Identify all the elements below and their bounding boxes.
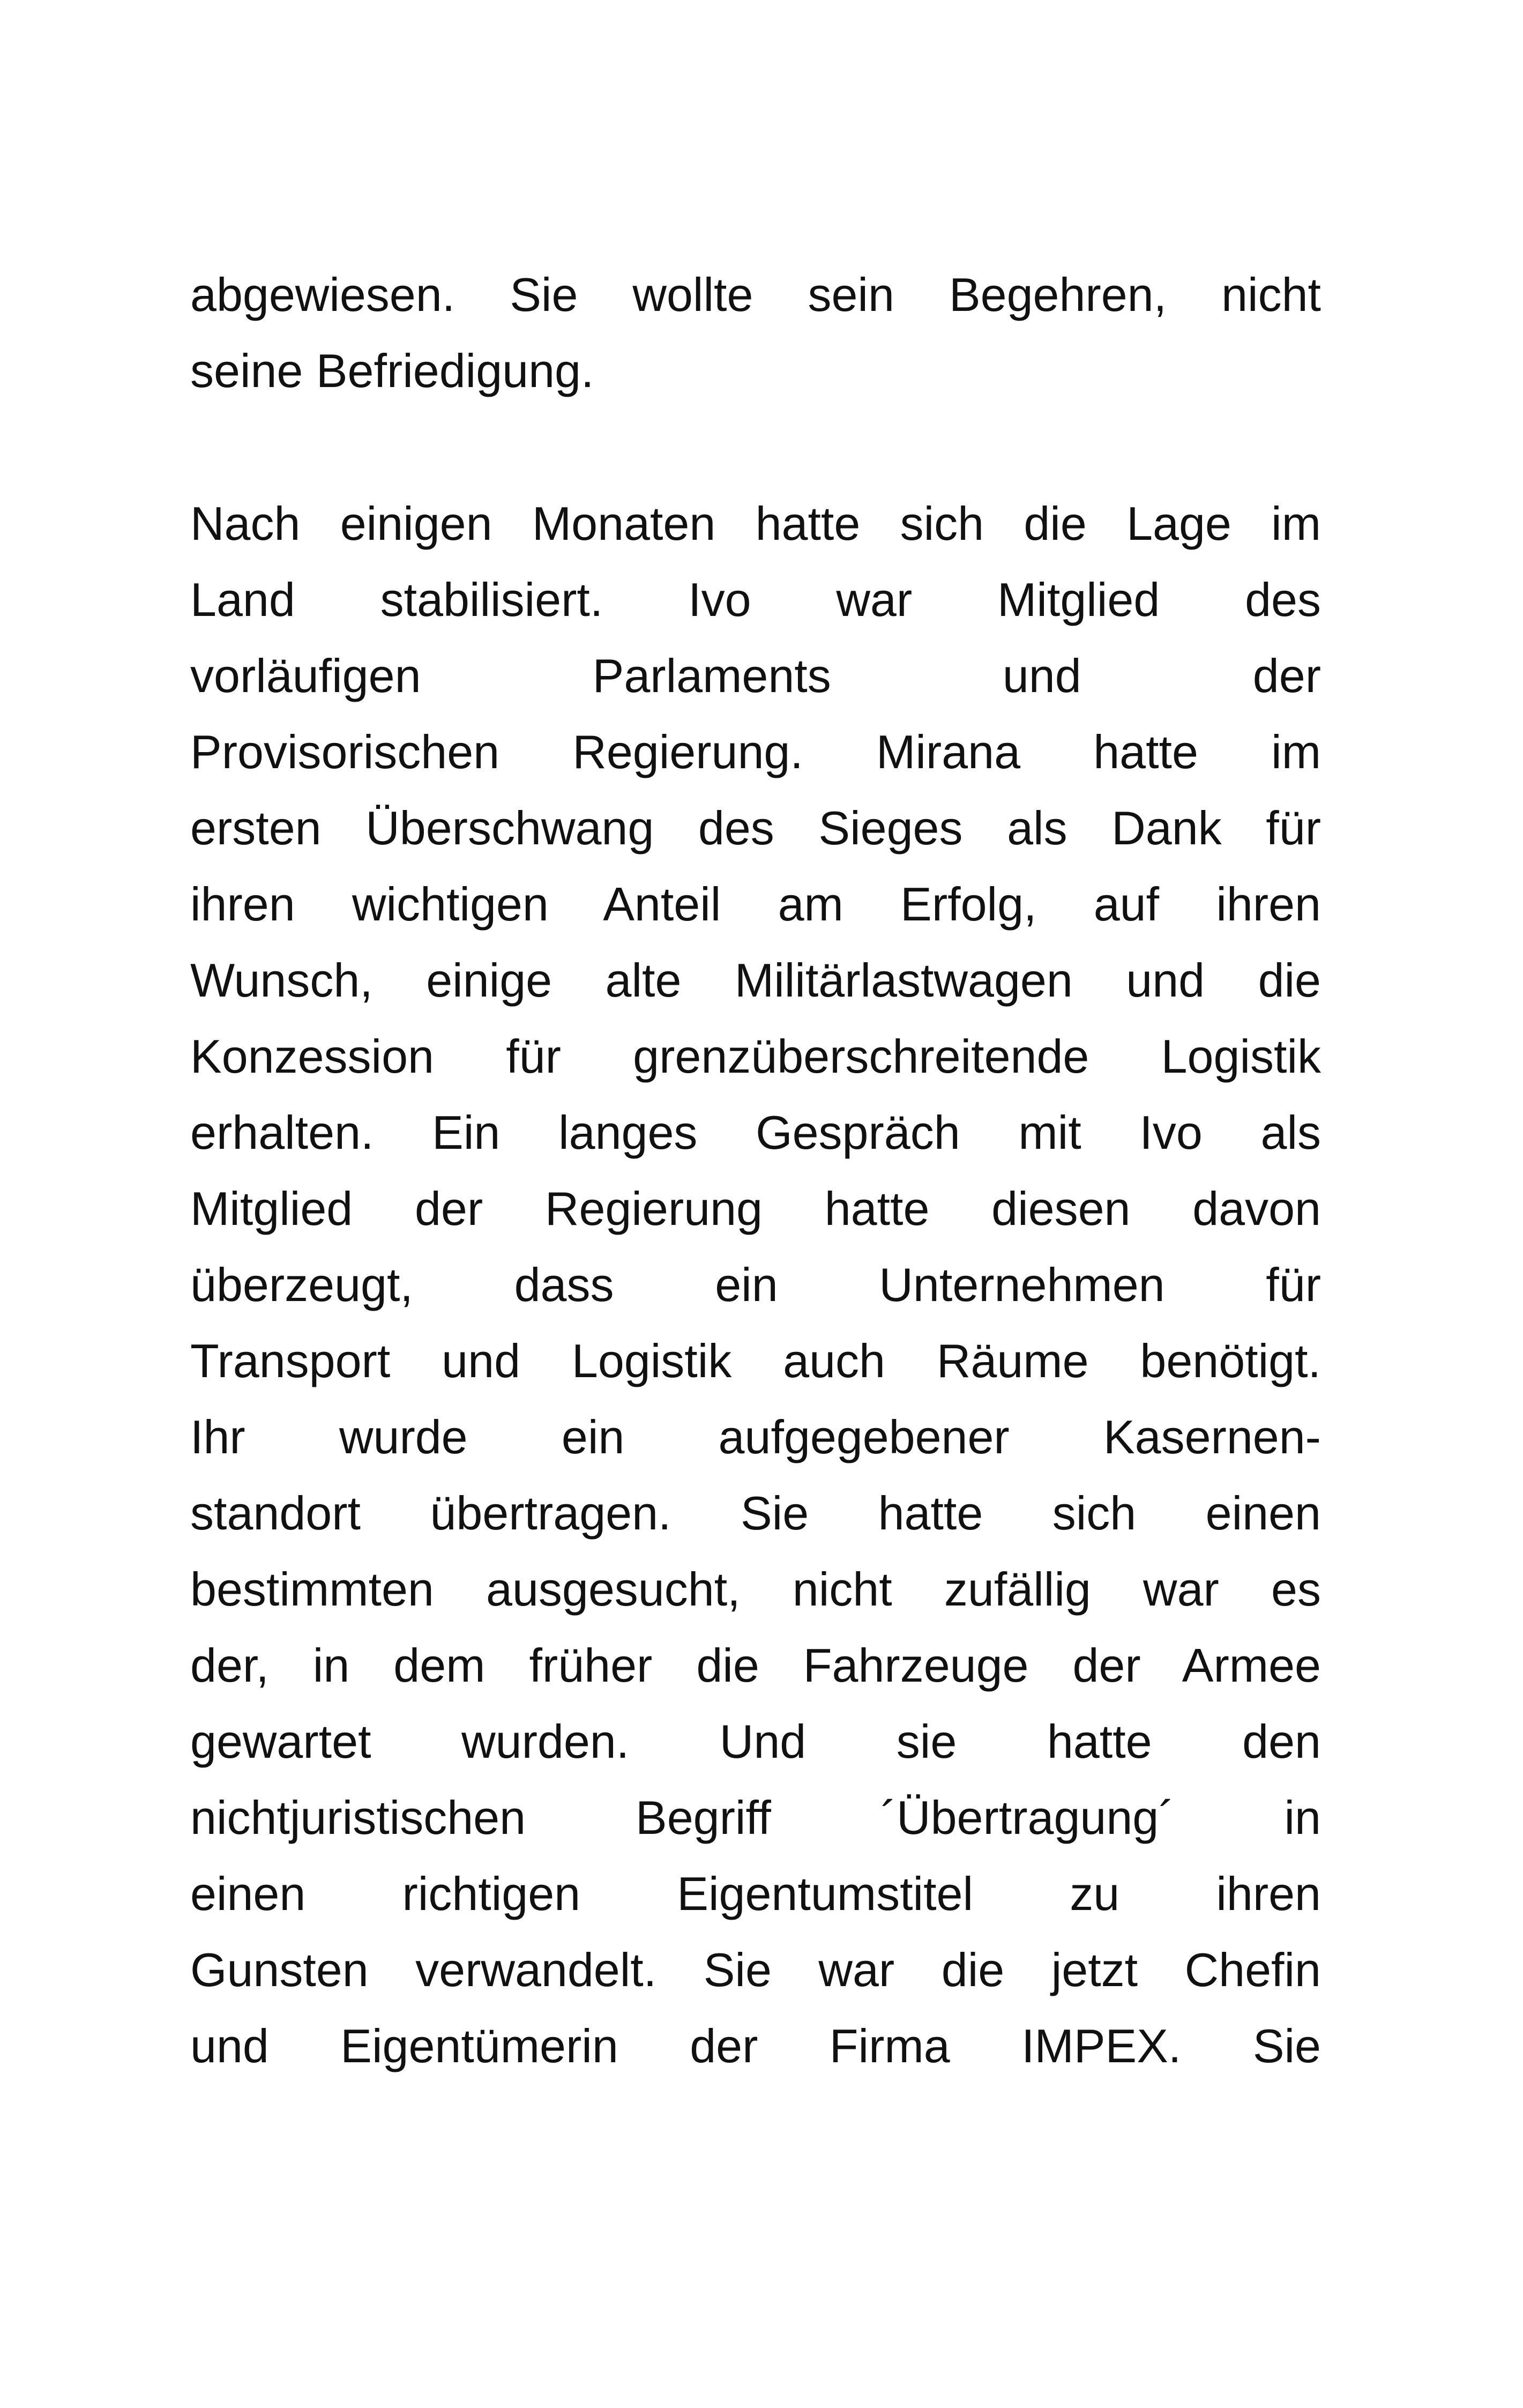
paragraph-2 <box>190 486 1321 2084</box>
text-line: einen richtigen Eigentumstitel zu ihren <box>190 1867 1321 1920</box>
text-line: der, in dem früher die Fahrzeuge der Armee <box>190 1639 1321 1692</box>
text-line: abgewiesen. Sie wollte sein Begehren, nicht <box>190 268 1321 321</box>
text-line: Land stabilisiert. Ivo war Mitglied des <box>190 573 1321 626</box>
text-line: Wunsch, einige alte Militärlastwagen und die <box>190 954 1321 1007</box>
text-line: standort übertragen. Sie hatte sich einen <box>190 1487 1321 1540</box>
text-line: Provisorischen Regierung. Mirana hatte im <box>190 725 1321 778</box>
text-line: Nach einigen Monaten hatte sich die Lage im <box>190 497 1321 550</box>
text-line: Mitglied der Regierung hatte diesen davon <box>190 1182 1321 1235</box>
text-line: Konzession für grenzüberschreitende Logistik <box>190 1030 1321 1083</box>
text-line: Ihr wurde ein aufgegebener Kasernen- <box>190 1410 1321 1463</box>
text-line: und Eigentümerin der Firma IMPEX. Sie <box>190 2019 1321 2072</box>
paragraph-1 <box>190 257 1321 409</box>
text-line: Gunsten verwandelt. Sie war die jetzt Chefin <box>190 1943 1321 1996</box>
text-line: bestimmten ausgesucht, nicht zufällig war es <box>190 1563 1321 1616</box>
text-line: gewartet wurden. Und sie hatte den <box>190 1715 1321 1768</box>
text-line: nichtjuristischen Begriff ´Übertragung´ in <box>190 1791 1321 1844</box>
text-line: vorläufigen Parlaments und der <box>190 649 1321 702</box>
text-line: ersten Überschwang des Sieges als Dank für <box>190 801 1321 854</box>
text-line: erhalten. Ein langes Gespräch mit Ivo als <box>190 1106 1321 1159</box>
text-line: seine Befriedigung. <box>190 344 594 397</box>
text-line: Transport und Logistik auch Räume benötigt. <box>190 1334 1321 1387</box>
text-line: überzeugt, dass ein Unternehmen für <box>190 1258 1321 1311</box>
text-line: ihren wichtigen Anteil am Erfolg, auf ihren <box>190 878 1321 931</box>
